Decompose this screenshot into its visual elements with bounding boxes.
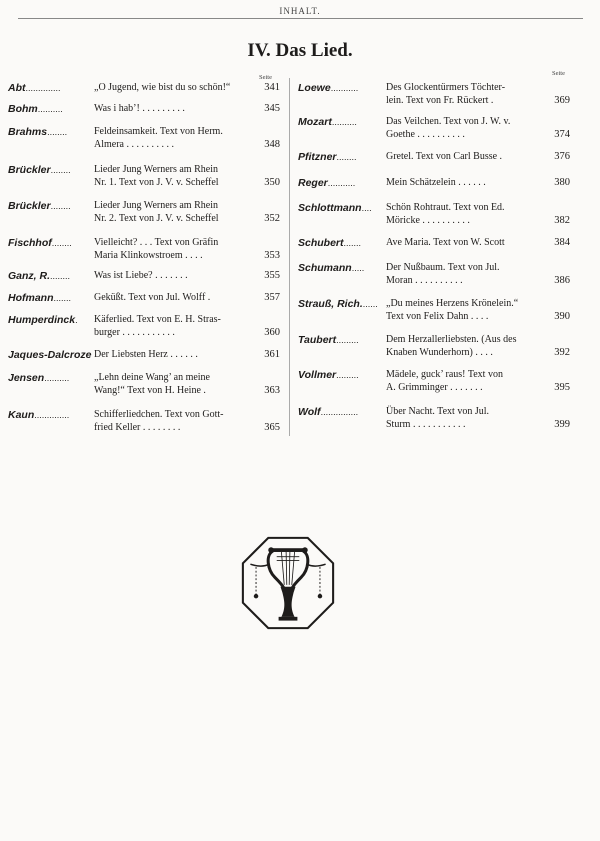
composer-name [8,372,69,384]
composer-name [298,406,358,418]
composer-label: Humperdinck [8,314,76,326]
work-title-line: Text von Felix Dahn . . . . [386,310,489,322]
work-title [386,237,505,250]
composer-label: Hofmann [8,292,54,304]
running-head: INHALT. [279,6,321,16]
work-title-line: Lieder Jung Werners am Rhein [94,164,218,175]
composer-name [8,409,69,421]
work-title [386,369,503,394]
dot-leader: ......... [336,335,359,345]
work-title-line: Was ist Liebe? . . . . . . . [94,270,188,281]
work-title-line: Lieder Jung Werners am Rhein [94,200,218,211]
page-number: 360 [264,326,280,338]
page-number: 390 [554,310,570,322]
dot-leader: ........ [47,127,68,137]
composer-name [298,177,355,189]
column-divider [289,78,290,436]
composer-label: Strauß, Rich. [298,298,363,310]
page-number: 386 [554,274,570,286]
work-title-line: Dem Herzallerliebsten. (Aus des [386,334,517,345]
work-title [94,103,185,116]
work-title-line: Was i hab’! . . . . . . . . . [94,103,185,114]
composer-label: Brahms [8,126,48,138]
page-number: 345 [264,103,280,114]
work-title-line: Wang!“ Text von H. Heine . [94,384,206,396]
work-title [386,151,502,164]
work-title [94,409,223,434]
composer-label: Vollmer [298,369,337,381]
work-title [386,262,500,287]
dot-leader: .............. [25,83,61,93]
work-title-line: Knaben Wunderhorn) . . . . [386,346,493,358]
composer-name [298,151,357,163]
composer-label: Schubert [298,237,344,249]
work-title-line: Maria Klinkowstroem . . . . [94,249,203,261]
composer-name [298,82,358,94]
work-title [94,349,198,362]
composer-label: Jensen [8,372,45,384]
work-title-line: „Lehn deine Wang’ an meine [94,372,210,383]
page-number: 365 [264,421,280,433]
composer-label: Pfitzner [298,151,337,163]
work-title [94,314,221,339]
work-title-line: Über Nacht. Text von Jul. [386,406,489,417]
work-title-line: Nr. 1. Text von J. V. v. Scheffel [94,176,219,188]
work-title-line: Goethe . . . . . . . . . . [386,128,465,140]
dot-leader: ....... [53,293,72,303]
composer-label: Ganz, R. [8,270,51,282]
seite-label: Seite [552,70,565,77]
composer-name [8,103,63,115]
work-title-line: Der Liebsten Herz . . . . . . [94,349,198,360]
header-rule [18,18,583,19]
composer-name [8,237,72,249]
composer-label: Schumann [298,262,352,274]
dot-leader: .............. [34,410,70,420]
composer-label: Abt [8,82,26,94]
page-number: 361 [264,349,280,360]
page-number: 350 [264,176,280,188]
work-title-line: Mein Schätzelein . . . . . . [386,177,486,188]
dot-leader: .... [361,203,372,213]
composer-name [298,298,378,310]
work-title [94,164,219,189]
work-title-line: Käferlied. Text von E. H. Stras- [94,314,221,325]
dot-leader: ........ [50,201,71,211]
composer-label: Mozart [298,116,332,128]
page-number: 355 [264,270,280,281]
composer-name [298,369,359,381]
composer-name [8,314,78,326]
composer-name [298,237,361,249]
work-title [386,177,486,190]
page-number: 348 [264,138,280,150]
work-title [386,298,518,323]
composer-name [8,82,61,94]
page-number: 357 [264,292,280,303]
page-number: 353 [264,249,280,261]
work-title-line: A. Grimminger . . . . . . . [386,381,483,393]
dot-leader: ........ [51,238,72,248]
work-title-line: Almera . . . . . . . . . . [94,138,174,150]
page-number: 374 [554,128,570,140]
composer-name [8,200,71,212]
work-title-line: Des Glockentürmers Töchter- [386,82,506,93]
dot-leader: ........... [330,83,359,93]
work-title [386,116,510,141]
composer-label: Taubert [298,334,337,346]
page-number: 363 [264,384,280,396]
dot-leader: ........ [50,165,71,175]
work-title-line: Der Nußbaum. Text von Jul. [386,262,500,273]
dot-leader: ........... [327,178,356,188]
composer-name [298,116,357,128]
work-title-line: Möricke . . . . . . . . . . [386,214,470,226]
work-title-line: Feldeinsamkeit. Text von Herm. [94,126,223,137]
work-title-line: Schön Rohtraut. Text von Ed. [386,202,505,213]
composer-label: Bohm [8,103,38,115]
dot-leader: .......... [44,373,70,383]
work-title [94,237,218,262]
dot-leader: . [75,315,78,325]
work-title [94,200,219,225]
page-number: 399 [554,418,570,430]
composer-name [8,164,71,176]
dot-leader: ......... [336,370,359,380]
composer-label: Reger [298,177,328,189]
page-number: 380 [554,177,570,188]
lyre-ornament-icon [241,536,335,630]
dot-leader: ..... [351,263,365,273]
composer-name [8,292,71,304]
work-title [386,406,489,431]
composer-name [298,262,364,274]
page-number: 376 [554,151,570,162]
dot-leader: .......... [37,104,63,114]
dot-leader: ........ [336,152,357,162]
page-number: 352 [264,212,280,224]
dot-leader: ...... [362,299,378,309]
work-title-line: „Du meines Herzens Krönelein.“ [386,298,519,309]
work-title-line: Nr. 2. Text von J. V. v. Scheffel [94,212,219,224]
composer-label: Brückler [8,164,51,176]
work-title-line: lein. Text von Fr. Rückert . [386,94,494,106]
page-number: 341 [264,82,280,93]
composer-name [8,349,91,361]
composer-label: Kaun [8,409,35,421]
work-title-line: Sturm . . . . . . . . . . . [386,418,466,430]
work-title [386,82,505,107]
composer-name [8,126,67,138]
work-title-line: „O Jugend, wie bist du so schön!“ [94,82,231,93]
seite-label: Seite [259,74,272,81]
composer-label: Schlottmann [298,202,362,214]
work-title [94,372,210,397]
work-title-line: Schifferliedchen. Text von Gott- [94,409,224,420]
work-title-line: Gretel. Text von Carl Busse . [386,151,503,162]
work-title-line: Moran . . . . . . . . . . [386,274,463,286]
composer-name [8,270,70,282]
dot-leader: ........ [50,271,71,281]
page-number: 395 [554,381,570,393]
work-title [94,292,210,305]
dot-leader: ............... [320,407,359,417]
composer-label: Jaques-Dalcroze [8,349,92,361]
page-number: 369 [554,94,570,106]
work-title [386,334,517,359]
work-title-line: Geküßt. Text von Jul. Wolff . [94,292,211,303]
composer-label: Wolf [298,406,321,418]
work-title [386,202,505,227]
work-title [94,126,223,151]
dot-leader: ....... [343,238,362,248]
page-number: 384 [554,237,570,248]
composer-name [298,334,359,346]
work-title [94,270,188,283]
composer-label: Fischhof [8,237,52,249]
work-title-line: burger . . . . . . . . . . . [94,326,175,338]
work-title-line: Ave Maria. Text von W. Scott [386,237,505,248]
composer-name [298,202,372,214]
section-title: IV. Das Lied. [247,40,353,61]
work-title [94,82,230,95]
page-number: 382 [554,214,570,226]
composer-label: Brückler [8,200,51,212]
work-title-line: Mädele, guck’ raus! Text von [386,369,503,380]
work-title-line: Das Veilchen. Text von J. W. v. [386,116,511,127]
work-title-line: Vielleicht? . . . Text von Gräfin [94,237,219,248]
page-number: 392 [554,346,570,358]
composer-label: Loewe [298,82,331,94]
dot-leader: .......... [331,117,357,127]
work-title-line: fried Keller . . . . . . . . [94,421,181,433]
